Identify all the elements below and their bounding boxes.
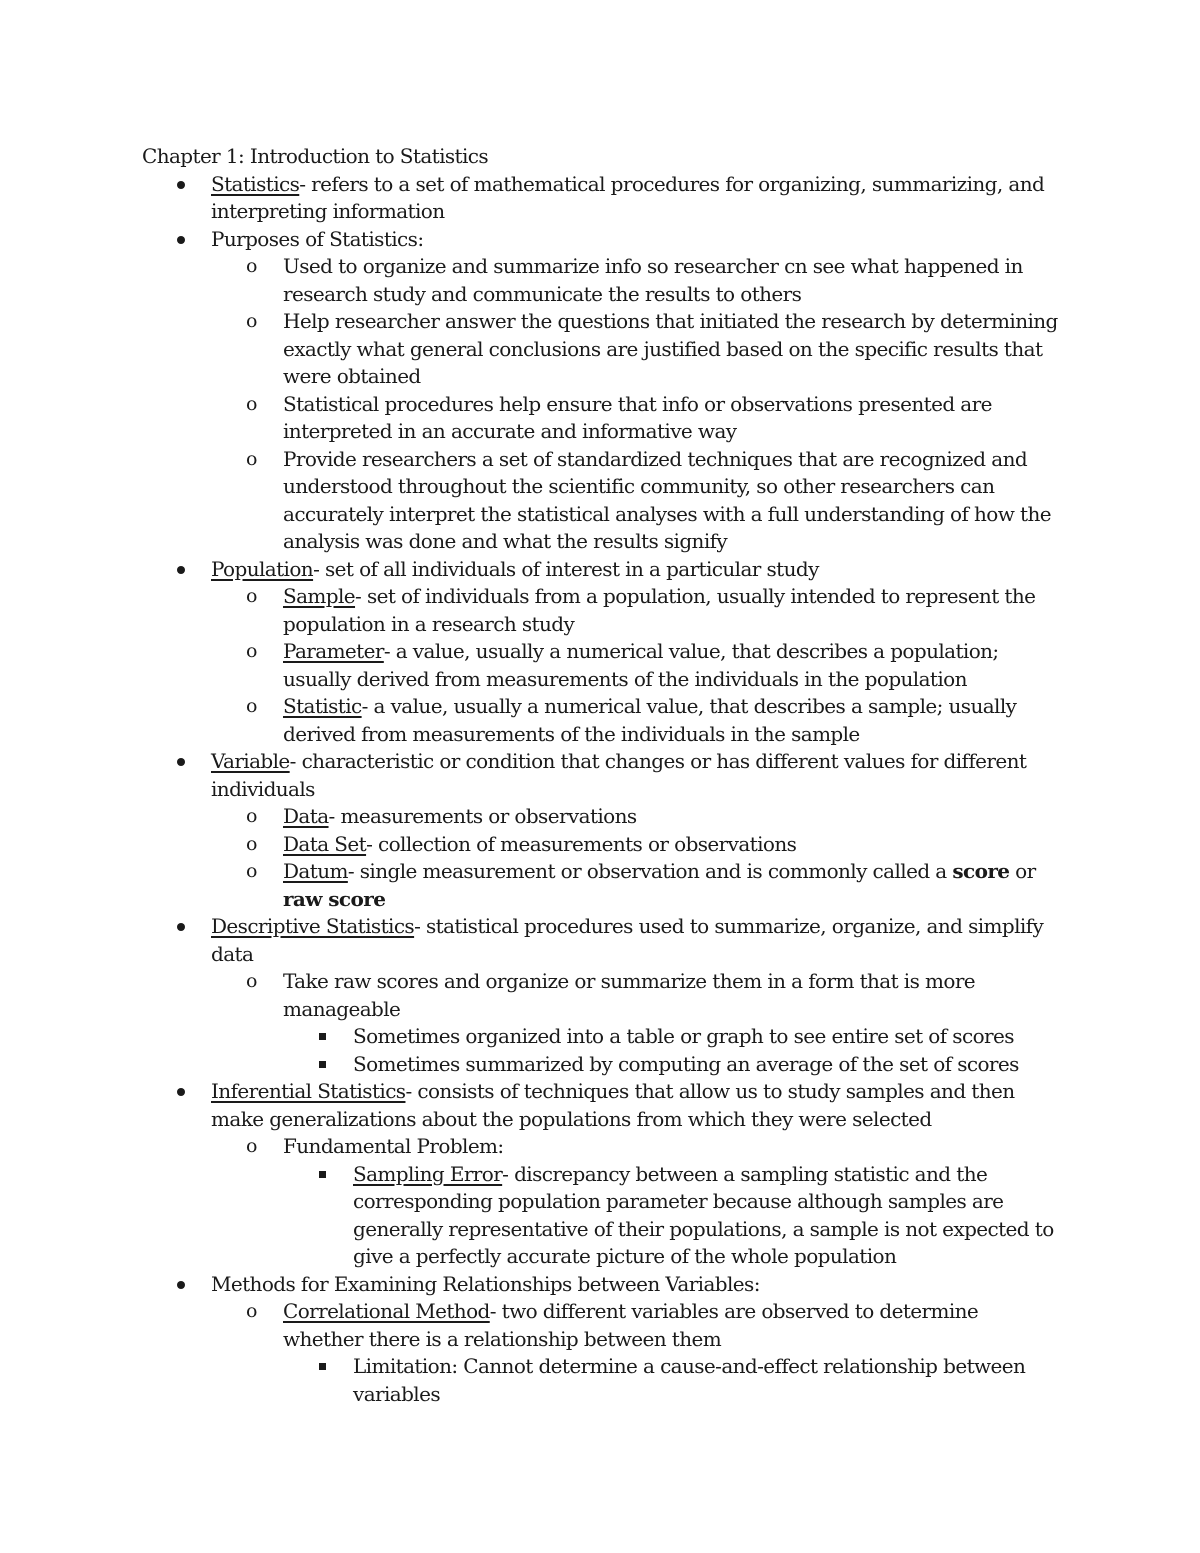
list-item-inferential-statistics (142, 1078, 1062, 1271)
sublist-item-raw-scores: o Take raw scores and organize or summarize them in a form that is more manageable Sometimes organized into a table or graph to see entire set of scores Sometimes summarized by computing an average of the set of scores (211, 968, 1062, 1078)
bullet-square-icon (319, 1061, 326, 1068)
list-item-methods (142, 1271, 1062, 1409)
chapter-title: Chapter 1: Introduction to Statistics (142, 144, 489, 168)
bullet-circle-icon: o (246, 1300, 258, 1322)
inferential-sublist (211, 1133, 1062, 1271)
population-sublist (211, 583, 1062, 748)
methods-sublist (211, 1298, 1062, 1408)
term-statistic: Statistic (283, 694, 362, 718)
bullet-disc-icon (177, 181, 185, 189)
definition-population: - set of all individuals of interest in a particular study (313, 556, 819, 581)
bullet-circle-icon: o (246, 585, 258, 607)
sublist-item-data-set: o Data Set- collection of measurements or observations (211, 831, 1062, 859)
term-statistics: Statistics (211, 171, 300, 196)
term-datum: Datum (283, 859, 348, 883)
descriptive-sublist (211, 968, 1062, 1078)
list-item-descriptive-statistics (142, 913, 1062, 1078)
sublist-item-statistic: o Statistic- a value, usually a numerical value, that describes a sample; usually derived from measurements of the individuals in the sample (246, 694, 1017, 746)
term-variable: Variable (211, 749, 290, 773)
bullet-disc-icon (177, 566, 185, 574)
bullet-square-icon (319, 1033, 326, 1040)
purpose-item: o Help researcher answer the questions that initiated the research by determining exactly what general conclusions are justified based on the specific results that were obtained (246, 309, 1058, 388)
term-data: Data (283, 804, 329, 828)
purposes-sublist (211, 253, 1062, 556)
bold-score: score (952, 859, 1010, 883)
term-sampling-error: Sampling Error (353, 1161, 503, 1186)
bullet-circle-icon: o (246, 805, 258, 827)
purpose-item: o Statistical procedures help ensure that info or observations presented are interpreted in an accurate and informative way (246, 391, 992, 443)
sublist-item-datum: o Datum- single measurement or observation and is commonly called a score or raw score (246, 859, 1036, 911)
inferential-subsublist (283, 1161, 1062, 1271)
subsublist-item: Sometimes summarized by computing an average of the set of scores (283, 1051, 1062, 1079)
sublist-item-correlational-method: o Correlational Method- two different variables are observed to determine whether there is a relationship between them Limitation: Cannot determine a cause-and-effect relationship between variables (211, 1298, 1062, 1408)
bullet-circle-icon: o (246, 640, 258, 662)
list-item-variable (142, 748, 1062, 913)
bullet-circle-icon: o (246, 832, 258, 855)
list-item-purposes (142, 226, 1062, 556)
variable-sublist (211, 803, 1062, 913)
term-data-set: Data Set (283, 831, 367, 856)
bullet-circle-icon: o (246, 447, 258, 470)
term-inferential-statistics: Inferential Statistics (211, 1079, 406, 1103)
sublist-item-parameter: o Parameter- a value, usually a numerical value, that describes a population; usually derived from measurements of the individuals in the population (246, 639, 999, 691)
bullet-square-icon (319, 1363, 326, 1370)
definition-descriptive-statistics: - statistical procedures used to summarize, organize, and simplify data (211, 914, 1044, 966)
bullet-disc-icon (177, 758, 185, 766)
term-population: Population (211, 556, 314, 581)
bullet-square-icon (319, 1171, 326, 1178)
sublist-item-data: o Data- measurements or observations (211, 803, 1062, 831)
term-sample: Sample (283, 584, 356, 608)
definition-statistics: - refers to a set of mathematical procedures for organizing, summarizing, and interpreting information (211, 171, 1045, 223)
sublist-item-fundamental-problem: o Fundamental Problem: Sampling Error- discrepancy between a sampling statistic and the corresponding population parameter because although samples are generally representative of their populations, a sample is not expected to give a perfectly accurate picture of the whole population (211, 1133, 1062, 1271)
subsublist-item: Sometimes organized into a table or graph to see entire set of scores (283, 1023, 1062, 1051)
purpose-item: o Provide researchers a set of standardized techniques that are recognized and understood throughout the scientific community, so other researchers can accurately interpret the statistical analyses with a full understanding of how the analysis was done and what the results signify (246, 446, 1051, 553)
bullet-circle-icon: o (246, 392, 258, 415)
list-item-population (142, 556, 1062, 749)
term-descriptive-statistics: Descriptive Statistics (211, 914, 415, 938)
bullet-disc-icon (177, 1088, 185, 1096)
list-item-statistics (142, 171, 1062, 226)
sublist-item-sample: o Sample- set of individuals from a population, usually intended to represent the population in a research study (246, 584, 1036, 636)
methods-heading: Methods for Examining Relationships between Variables: (211, 1271, 760, 1296)
bold-raw-score: raw score (283, 886, 386, 911)
term-parameter: Parameter (283, 639, 384, 663)
term-correlational-method: Correlational Method (283, 1299, 490, 1323)
definition-inferential-statistics: - consists of techniques that allow us to study samples and then make generalizations about the populations from which they were selected (211, 1079, 1015, 1131)
bullet-circle-icon: o (246, 255, 258, 277)
document-body (142, 143, 1062, 1408)
definition-variable: - characteristic or condition that changes or has different values for different individuals (211, 749, 1027, 801)
bullet-circle-icon: o (246, 970, 258, 992)
descriptive-subsublist (283, 1023, 1062, 1078)
bullet-circle-icon: o (246, 1135, 258, 1157)
top-level-list (142, 171, 1062, 1409)
bullet-disc-icon (177, 236, 185, 244)
bullet-disc-icon (177, 1281, 185, 1289)
purposes-heading: Purposes of Statistics: (211, 226, 424, 251)
subsublist-item-limitation: Limitation: Cannot determine a cause-and-effect relationship between variables (283, 1353, 1062, 1408)
purpose-item: o Used to organize and summarize info so researcher cn see what happened in research study and communicate the results to others (246, 254, 1023, 306)
bullet-circle-icon: o (246, 695, 258, 717)
bullet-circle-icon: o (246, 310, 258, 332)
subsublist-item-sampling-error: Sampling Error- discrepancy between a sampling statistic and the corresponding population parameter because although samples are generally representative of their populations, a sample is not expected to give a perfectly accurate picture of the whole population (283, 1161, 1062, 1271)
bullet-circle-icon: o (246, 860, 258, 882)
bullet-disc-icon (177, 923, 185, 931)
methods-subsublist (283, 1353, 1062, 1408)
